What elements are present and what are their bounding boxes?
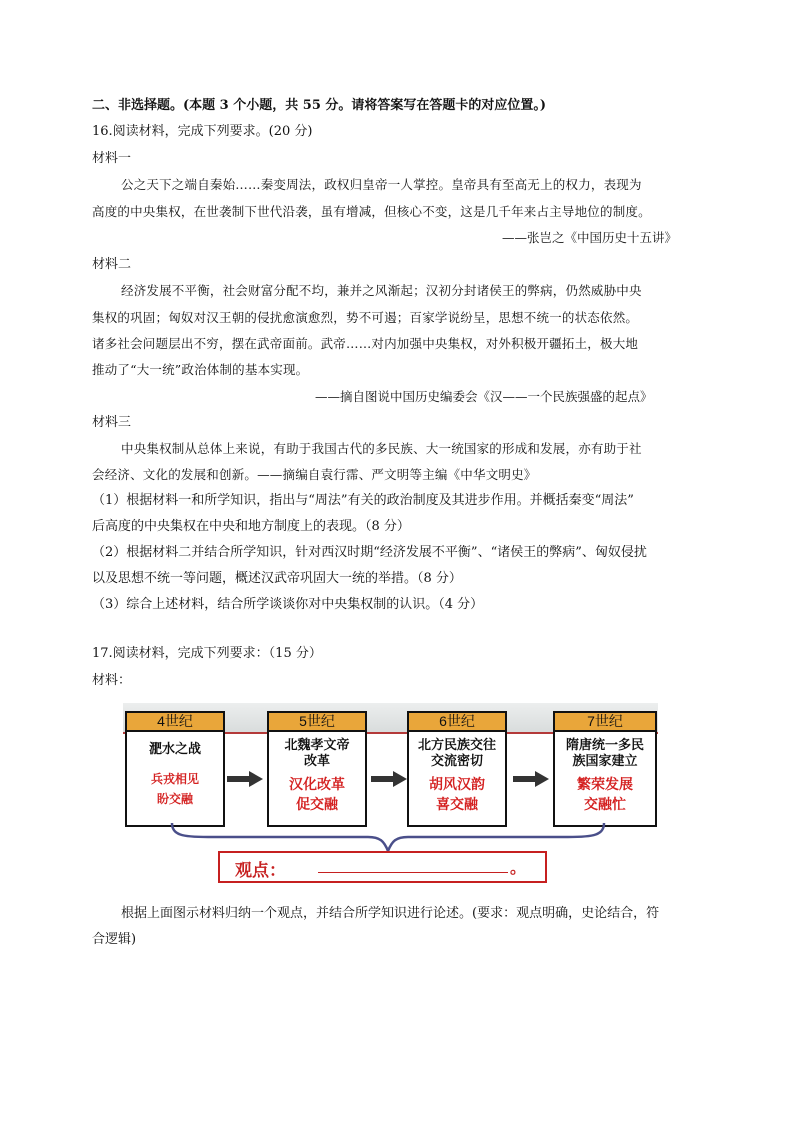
event-label [555,737,655,769]
century-label: 5世纪 [267,711,367,732]
event-line: 隋唐统一多民 [565,737,644,752]
effect-line: 繁荣发展 [577,777,633,793]
century-box [125,711,225,827]
question-17-task: 合逻辑) [92,932,137,947]
effect-label [555,775,655,815]
question-17-title: 17.阅读材料，完成下列要求：（15 分） [92,646,322,661]
question-16-part: （1）根据材料一和所学知识，指出与“周法”有关的政治制度及其进步作用。并概括秦变“周法” [92,493,634,508]
effect-line: 喜交融 [436,797,478,813]
right-arrow-icon [227,771,263,787]
material-2-line: 集权的巩固；匈奴对汉王朝的侵扰愈演愈烈，势不可遏；百家学说纷呈，思想不统一的状态依然。 [92,310,639,325]
century-box [407,711,507,827]
section-title: 二、非选择题。(本题 3 个小题，共 55 分。请将答案写在答题卡的对应位置。) [92,98,547,113]
event-line: 族国家建立 [572,753,638,768]
right-arrow-icon [371,771,407,787]
fusion-diagram [123,703,658,883]
event-line: 北魏孝文帝 [284,737,350,752]
event-label [127,741,223,757]
century-box [267,711,367,827]
effect-line: 盼交融 [156,792,193,806]
opinion-period: 。 [510,858,527,877]
question-16-part: （2）根据材料二并结合所学知识，针对西汉时期“经济发展不平衡”、“诸侯王的弊病”、匈奴侵扰 [92,545,647,560]
material-1-line: 高度的中央集权，在世袭制下世代沿袭，虽有增减，但核心不变，这是几千年来占主导地位的制度。 [92,204,651,219]
material-2-line: 推动了“大一统”政治体制的基本实现。 [92,362,309,377]
event-label [409,737,505,769]
material-1-label: 材料一 [92,151,132,166]
event-line: 交流密切 [430,753,483,768]
event-line: 改革 [303,753,330,768]
event-line: 北方民族交往 [417,737,496,752]
material-label: 材料： [92,673,132,688]
effect-line: 促交融 [296,797,338,813]
event-line: 淝水之战 [148,741,201,756]
question-16-part: 以及思想不统一等问题，概述汉武帝巩固大一统的举措。（8 分） [92,571,462,586]
century-label: 6世纪 [407,711,507,732]
material-3-label: 材料三 [92,415,132,430]
question-16-part: （3）综合上述材料，结合所学谈谈你对中央集权制的认识。（4 分） [92,597,484,612]
material-1-line: 公之天下之端自秦始……秦变周法，政权归皇帝一人掌控。皇帝具有至高无上的权力，表现为 [121,177,642,192]
effect-label [269,775,365,815]
question-16-title: 16.阅读材料，完成下列要求。(20 分) [92,124,313,139]
effect-label [409,775,505,815]
curly-brace-icon [168,821,608,853]
opinion-box [218,851,547,883]
material-1-source: ——张岂之《中国历史十五讲》 [502,230,678,245]
right-arrow-icon [513,771,549,787]
material-2-source: ——摘自图说中国历史编委会《汉——一个民族强盛的起点》 [315,389,653,404]
material-2-line: 诸多社会问题层出不穷，摆在武帝面前。武帝……对内加强中央集权，对外积极开疆拓土，极大地 [92,336,639,351]
material-2-label: 材料二 [92,257,132,272]
effect-line: 交融忙 [584,797,626,813]
event-label [269,737,365,769]
material-3-line: 会经济、文化的发展和创新。——摘编自袁行霈、严文明等主编《中华文明史》 [92,467,537,482]
effect-label [127,769,223,809]
century-box [553,711,657,827]
material-2-line: 经济发展不平衡，社会财富分配不均，兼并之风渐起；汉初分封诸侯王的弊病，仍然威胁中央 [121,283,642,298]
century-label: 7世纪 [553,711,657,732]
question-17-task: 根据上面图示材料归纳一个观点，并结合所学知识进行论述。(要求：观点明确，史论结合，符 [121,906,660,921]
effect-line: 汉化改革 [289,777,345,793]
century-label: 4世纪 [125,711,225,732]
material-3-line: 中央集权制从总体上来说，有助于我国古代的多民族、大一统国家的形成和发展，亦有助于社 [121,441,642,456]
effect-line: 胡风汉韵 [429,777,485,793]
opinion-label: 观点： [235,861,286,880]
effect-line: 兵戎相见 [150,772,199,786]
opinion-answer-blank[interactable] [318,872,508,873]
question-16-part: 后高度的中央集权在中央和地方制度上的表现。（8 分） [92,519,410,534]
